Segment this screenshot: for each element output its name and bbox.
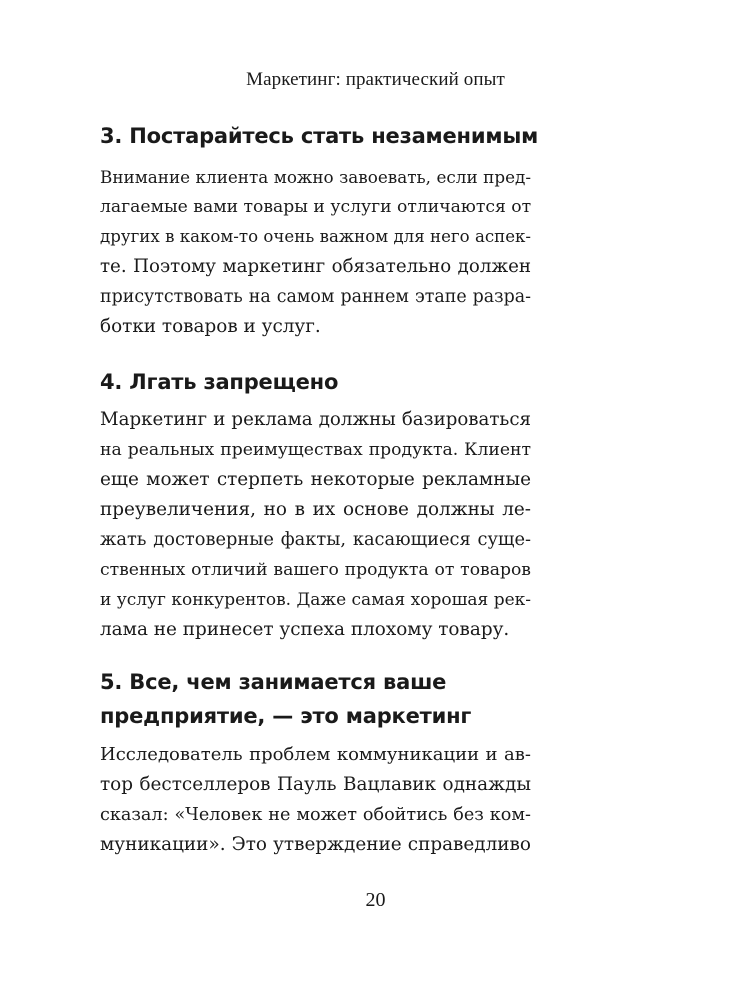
section-heading-4 xyxy=(100,365,560,399)
text-line: других в каком-то очень важном для него аспек- xyxy=(100,227,531,246)
text-line: ботки товаров и услуг. xyxy=(100,316,321,337)
heading-line: 5. Все, чем занимается ваше xyxy=(100,670,447,694)
paragraph-section-4 xyxy=(100,405,531,645)
text-line: лама не принесет успеха плохому товару. xyxy=(100,619,510,640)
heading-line: 3. Постарайтесь стать незаменимым xyxy=(100,124,539,148)
heading-line: 4. Лгать запрещено xyxy=(100,370,339,394)
text-line: ственных отличий вашего продукта от товаров xyxy=(100,560,531,580)
heading-line: предприятие, — это маркетинг xyxy=(100,704,472,728)
paragraph-section-5 xyxy=(100,740,531,860)
text-line: еще может стерпеть некоторые рекламные xyxy=(100,469,531,490)
text-line: муникации». Это утверждение справедливо xyxy=(100,834,531,855)
text-line: жать достоверные факты, касающиеся суще- xyxy=(100,529,531,550)
text-line: Исследователь проблем коммуникации и ав- xyxy=(100,744,531,765)
running-head: Маркетинг: практический опыт xyxy=(246,69,505,90)
text-line: преувеличения, но в их основе должны ле- xyxy=(100,499,531,520)
text-line: лагаемые вами товары и услуги отличаются от xyxy=(100,197,532,217)
text-line: на реальных преимуществах продукта. Клиент xyxy=(100,440,531,460)
text-line: Внимание клиента можно завоевать, если пред- xyxy=(100,167,531,187)
text-line: присутствовать на самом раннем этапе разра- xyxy=(100,287,531,307)
section-heading-5 xyxy=(100,665,560,733)
text-line: те. Поэтому маркетинг обязательно должен xyxy=(100,256,531,277)
text-line: и услуг конкурентов. Даже самая хорошая рек- xyxy=(100,590,532,610)
paragraph-section-3 xyxy=(100,162,531,342)
text-line: Маркетинг и реклама должны базироваться xyxy=(100,409,531,430)
text-line: сказал: «Человек не может обойтись без ком- xyxy=(100,805,531,825)
text-line: тор бестселлеров Пауль Вацлавик однажды xyxy=(100,774,531,795)
section-heading-3 xyxy=(100,119,560,153)
page-number: 20 xyxy=(365,889,386,911)
